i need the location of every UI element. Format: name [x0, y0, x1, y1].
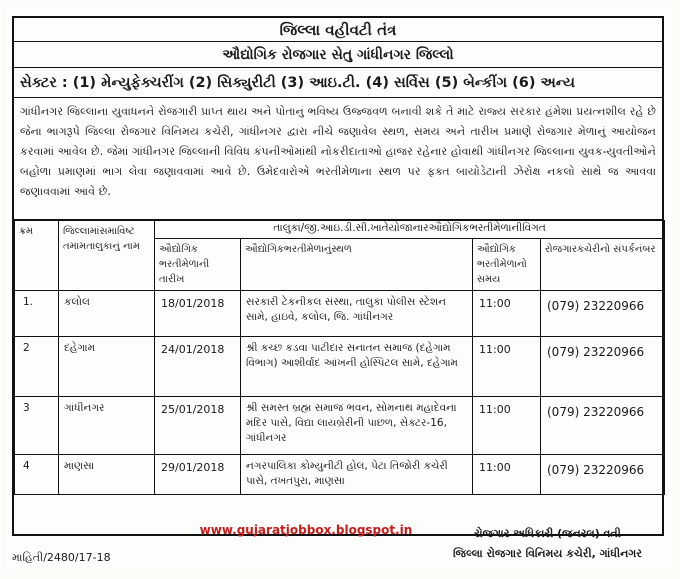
- job-fair-table: [14, 220, 665, 495]
- row-no: 2: [15, 337, 59, 397]
- row-place: સરકારી ટેકનીકલ સંસ્થા, તાલુકા પોલીસ સ્ટેશન સામે, હાઇવે, કલોલ, જિ. ગાંધીનગર: [241, 291, 473, 337]
- col-header-contact: રોજગારકચેરીનો સંપર્કનંબર: [541, 239, 665, 291]
- row-no: 3: [15, 397, 59, 455]
- row-time: 11:00: [473, 455, 541, 495]
- source-url: www.gujaratjobbox.blogspot.in: [199, 523, 413, 537]
- col-header-date: ઔદ્યોગિક ભરતીમેળાની તારીખ: [155, 239, 241, 291]
- signature-line-2: જિલ્લા રોજગાર વિનિમય કચેરી, ગાંધીનગર: [453, 547, 642, 560]
- row-date: 29/01/2018: [155, 455, 241, 495]
- row-no: 1.: [15, 291, 59, 337]
- col-header-no: ક્રમ: [15, 221, 59, 291]
- table-row: [15, 455, 665, 495]
- notice-subtitle: ઔદ્યોગિક રોજગાર સેતુ ગાંધીનગર જિલ્લો: [14, 42, 662, 68]
- row-time: 11:00: [473, 337, 541, 397]
- sector-list: સેક્ટર : (1) મેન્યુફેક્ચરીંગ (2) સિક્યુરીટી (3) આઇ.ટી. (4) સર્વિસ (5) બેન્કીંગ (6) અન્ય: [14, 68, 662, 98]
- row-time: 11:00: [473, 291, 541, 337]
- row-date: 25/01/2018: [155, 397, 241, 455]
- row-taluka: ગાંધીનગર: [59, 397, 155, 455]
- row-phone: (079) 23220966: [541, 397, 665, 455]
- col-header-time: ઔદ્યોગિક ભરતીમેળાનો સમય: [473, 239, 541, 291]
- newspaper-notice: [6, 6, 672, 572]
- signature-block: [453, 524, 642, 564]
- col-header-place: ઔદ્યોગિકભરતીમેળાનુંસ્થળ: [241, 239, 473, 291]
- row-phone: (079) 23220966: [541, 337, 665, 397]
- row-no: 4: [15, 455, 59, 495]
- notice-paragraph: ગાંધીનગર જિલ્લાના યુવાધનને રોજગારી પ્રાપ્ત થાય અને પોતાનું ભવિષ્ય ઉજ્જવળ બનાવી શકે તે માટે રાજ્ય સરકાર હંમેશા પ્રયત્નશીલ રહે છે જેના ભાગરૂપે જિલ્લા રોજગાર વિનિમય કચેરી, ગાંધીનગર દ્વારા નીચે જણાવેલ સ્થળ, સમય અને તારીખ પ્રમાણે રોજગાર મેળાનું આયોજન કરવામાં આવેલ છે. જેમાં ગાંધીનગર જિલ્લાની વિવિધ કંપનીઓમાંથી નોકરીદાતાઓ હાજર રહેનાર હોવાથી ગાંધીનગર જિલ્લાના યુવક-યુવતીઓને બહોળા પ્રમાણમાં ભાગ લેવા જણાવવામાં આવે છે. ઉમેદવારોએ ભરતીમેળાના સ્થળ પર ફક્ત બાયોડેટાની ઝેરોક્ષ નકલો સાથે જ આવવા જણાવવામાં આવે છે.: [14, 98, 662, 220]
- row-place: નગરપાલિકા કોમ્યુનીટી હોલ, પેટા તિજોરી કચેરી પાસે, તખતપુરા, માણસા: [241, 455, 473, 495]
- row-taluka: માણસા: [59, 455, 155, 495]
- row-date: 18/01/2018: [155, 291, 241, 337]
- row-date: 24/01/2018: [155, 337, 241, 397]
- row-place: શ્રી કચ્છ કડવા પાટીદાર સનાતન સમાજ (દહેગામ વિભાગ) આશીર્વાદ આંખની હોસ્પિટલ સામે, દહેગામ: [241, 337, 473, 397]
- table-row: [15, 337, 665, 397]
- table-row: [15, 397, 665, 455]
- signature-line-1: રોજગાર અધિકારી (જનરલ) વતી: [474, 527, 621, 540]
- notice-frame: [12, 16, 664, 536]
- row-phone: (079) 23220966: [541, 455, 665, 495]
- row-taluka: દહેગામ: [59, 337, 155, 397]
- notice-title: જિલ્લા વહીવટી તંત્ર: [14, 18, 662, 42]
- reference-number: માહિતી/2480/17-18: [12, 551, 111, 564]
- col-header-span: તાલુકા/જી.આઇ.ડી.સી.ખાતેયોજાનારઔદ્યોગિકભરતીમેળાનીવિગત: [155, 221, 665, 239]
- table-row: [15, 291, 665, 337]
- row-phone: (079) 23220966: [541, 291, 665, 337]
- row-time: 11:00: [473, 397, 541, 455]
- row-taluka: કલોલ: [59, 291, 155, 337]
- col-header-taluka: જિલ્લામાંસમાવિષ્ટ તમામતાલુકાનું નામ: [59, 221, 155, 291]
- row-place: શ્રી સમસ્ત બ્રહ્મ સમાજ ભવન, સોમનાથ મહાદેવના મંદિર પાસે, વિદ્યા લાયબ્રેરીની પાછળ, સેક્ટર-16, ગાંધીનગર: [241, 397, 473, 455]
